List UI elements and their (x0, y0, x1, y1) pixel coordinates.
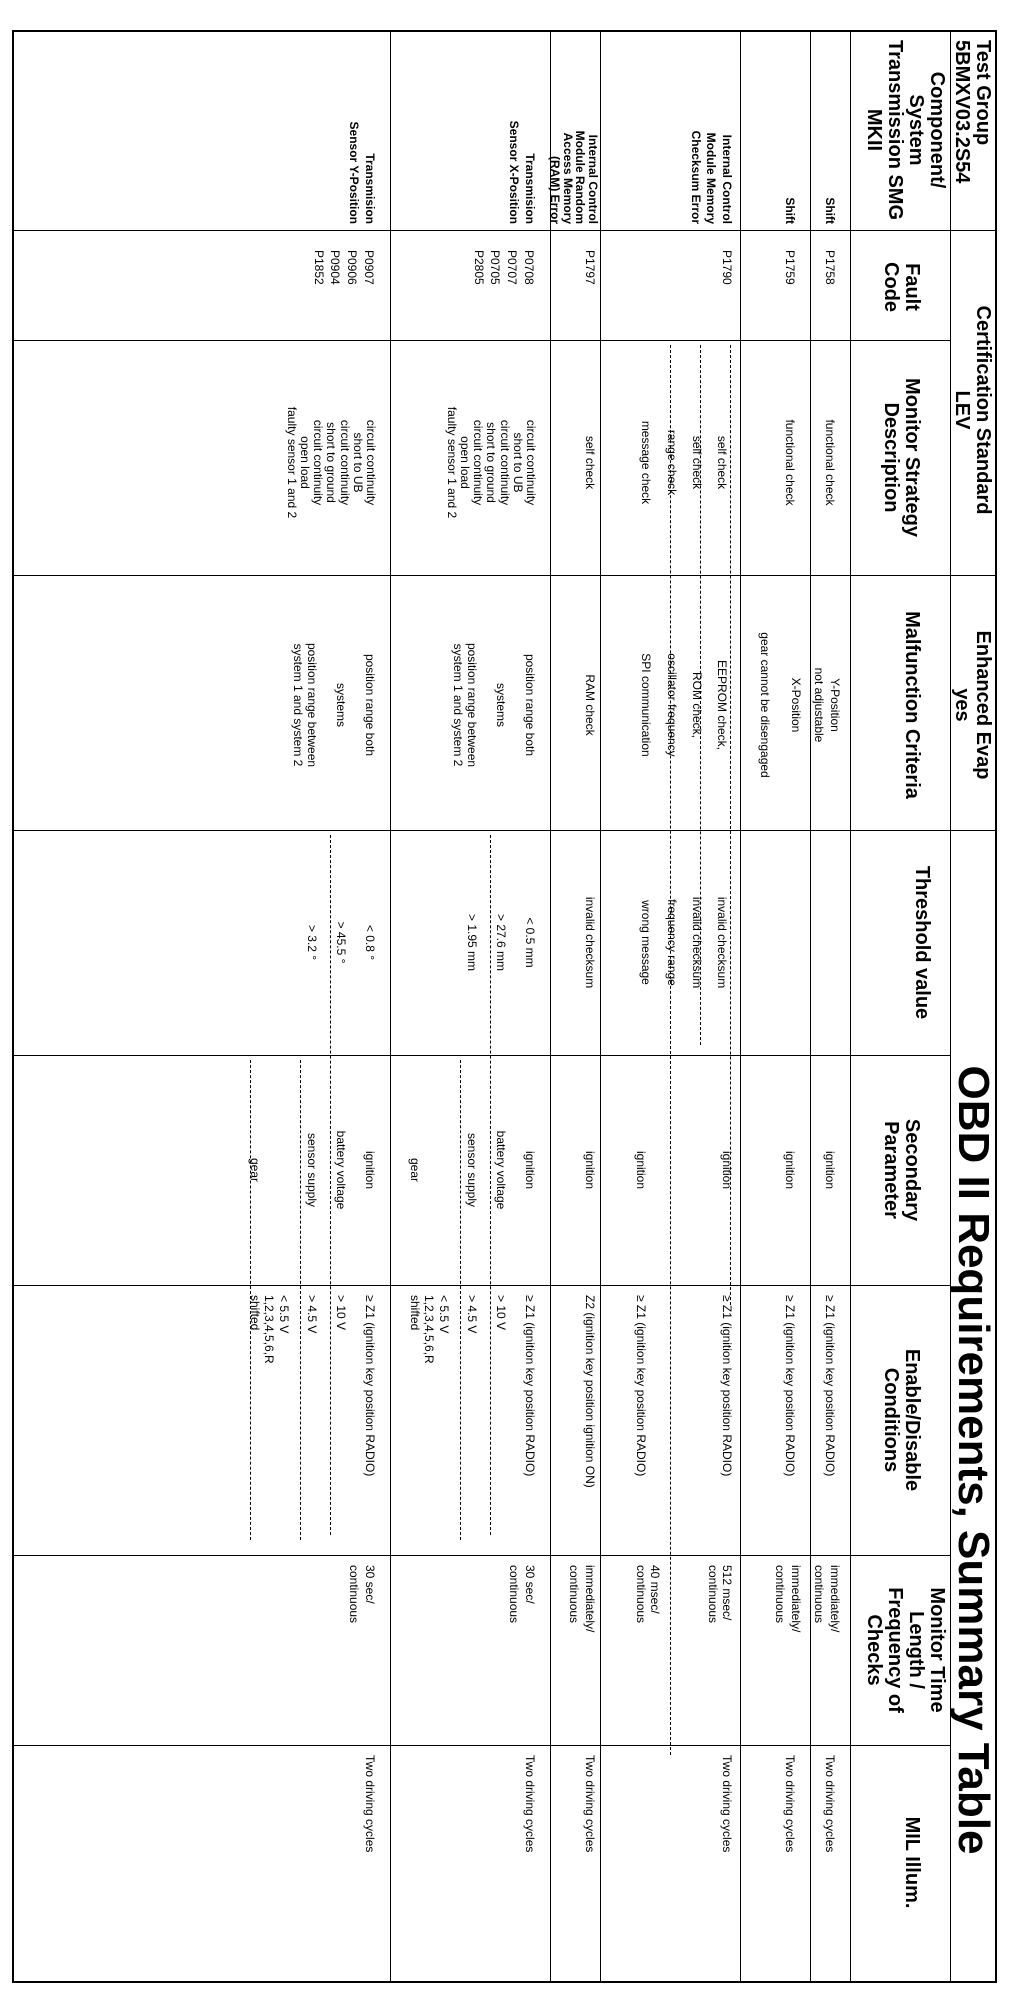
row3-threshold: invalid checksum invalid checksum frequency range wrong message (639, 896, 729, 989)
row3-mil: Two driving cycles (720, 1755, 734, 1853)
row2-secondary: ignition (783, 1150, 797, 1190)
row4-strategy: self check (583, 435, 597, 490)
row5-secondary: ignition battery voltage sensor supply gear (407, 1130, 537, 1210)
cert-standard-label: Certification Standard (972, 305, 994, 515)
row4-codes: P1797 (583, 250, 597, 285)
row4-malfunction: RAM check (583, 674, 597, 736)
row4-secondary: ignition (583, 1150, 597, 1190)
row2-strategy: functional check (783, 419, 797, 506)
header-enable: Enable/Disable Conditions (880, 1348, 923, 1492)
row4-enable: Z2 (ignition key position ignition ON) (583, 1295, 597, 1488)
row6-mil: Two driving cycles (363, 1755, 377, 1853)
row4-component: Internal Control Module Random Access Memory (RAM) Error (548, 130, 600, 224)
row3-codes: P1790 (720, 250, 734, 285)
row2-malfunction: X-Position gear cannot be disengaged (757, 632, 803, 778)
row1-enable: ≥ Z1 (ignition key position RADIO) (823, 1295, 837, 1477)
row4-time: immediately/ continuous (567, 1565, 597, 1633)
row5-codes: P0708 P0707 P0705 P2805 (471, 250, 536, 285)
row3-component: Internal Control Module Memory Checksum Error (688, 130, 734, 224)
row2-enable: ≥ Z1 (ignition key position RADIO) (783, 1295, 797, 1477)
row3-secondary: ignition ignition (633, 1150, 734, 1190)
row3-enable: ≥ Z1 (ignition key position RADIO) ≥ Z1 (ignition key position RADIO) (633, 1295, 734, 1477)
cert-standard-value: LEV (951, 390, 973, 430)
row5-threshold: < 0.5 mm > 27.6 mm > 1.95 mm (465, 913, 537, 972)
row6-malfunction: position range both systems position range between system 1 and system 2 (291, 642, 377, 768)
header-monitor-strategy: Monitor Strategy Description (880, 378, 923, 537)
row4-threshold: invalid checksum (583, 896, 597, 989)
row6-enable: ≥ Z1 (ignition key position RADIO) > 10 V > 4.5 V < 5.5 V 1,2,3,4,5,6,R shifted (247, 1295, 377, 1477)
row1-malfunction: Y-Position not adjustable (812, 667, 842, 743)
row6-secondary: ignition battery voltage sensor supply gear (247, 1130, 377, 1210)
row3-strategy: self check self check range check message check (639, 420, 729, 505)
header-fault-code: Fault Code (880, 262, 923, 312)
row6-time: 30 sec/ continuous (347, 1565, 377, 1624)
row1-secondary: ignition (823, 1150, 837, 1190)
header-monitor-time: Monitor Time Length / Frequency of Checks (863, 1587, 948, 1713)
row1-component: Shift (823, 197, 837, 224)
row1-codes: P1758 (823, 250, 837, 285)
header-malfunction: Malfunction Criteria (901, 611, 923, 799)
row1-strategy: functional check (823, 419, 837, 506)
row5-time: 30 sec/ continuous (507, 1565, 537, 1624)
evap-label: Enhanced Evap (972, 630, 994, 780)
row1-time: immediately/ continuous (812, 1565, 842, 1633)
row2-component: Shift (783, 197, 797, 224)
row5-strategy: circuit continuity short to UB circuit continuity short to ground circuit continuity open load faulty sensor 1 and 2 (444, 406, 538, 519)
evap-value: yes (951, 688, 973, 722)
row5-mil: Two driving cycles (523, 1755, 537, 1853)
row2-time: immediately/ continuous (773, 1565, 803, 1633)
row5-enable: ≥ Z1 (ignition key position RADIO) > 10 V > 4.5 V < 5.5 V 1,2,3,4,5,6,R shifted (407, 1295, 537, 1477)
test-group-label: Test Group (972, 40, 994, 146)
header-threshold: Threshold value (911, 865, 933, 1020)
row2-codes: P1759 (783, 250, 797, 285)
row6-component: Transmision Sensor Y-Position (347, 121, 377, 224)
row3-malfunction: EEPROM check, ROM check, oscillator frequency SPI communication (639, 653, 729, 757)
row6-codes: P0907 P0906 P0904 P1852 (311, 250, 376, 285)
row4-mil: Two driving cycles (583, 1755, 597, 1853)
row5-component: Transmision Sensor X-Position (507, 120, 537, 224)
test-group-value: 5BMXV03.2S54 (951, 40, 973, 184)
row6-strategy: circuit continuity short to UB circuit continuity short to ground circuit continuity open load faulty sensor 1 and 2 (284, 406, 378, 519)
row1-mil: Two driving cycles (823, 1755, 837, 1853)
row6-threshold: < 0.8 ° > 45.5 ° > 3.2 ° (305, 921, 377, 964)
header-secondary: Secondary Parameter (880, 1118, 923, 1222)
page-title: OBD II Requirements, Summary Table (949, 1065, 998, 1855)
row2-mil: Two driving cycles (783, 1755, 797, 1853)
row5-malfunction: position range both systems position range between system 1 and system 2 (451, 642, 537, 768)
header-component: Component/ System Transmission SMG MKII (863, 39, 948, 221)
row3-time: 512 msec/ continuous 40 msec/ continuous (633, 1565, 734, 1624)
header-mil: MIL Illum. (901, 1816, 923, 1909)
